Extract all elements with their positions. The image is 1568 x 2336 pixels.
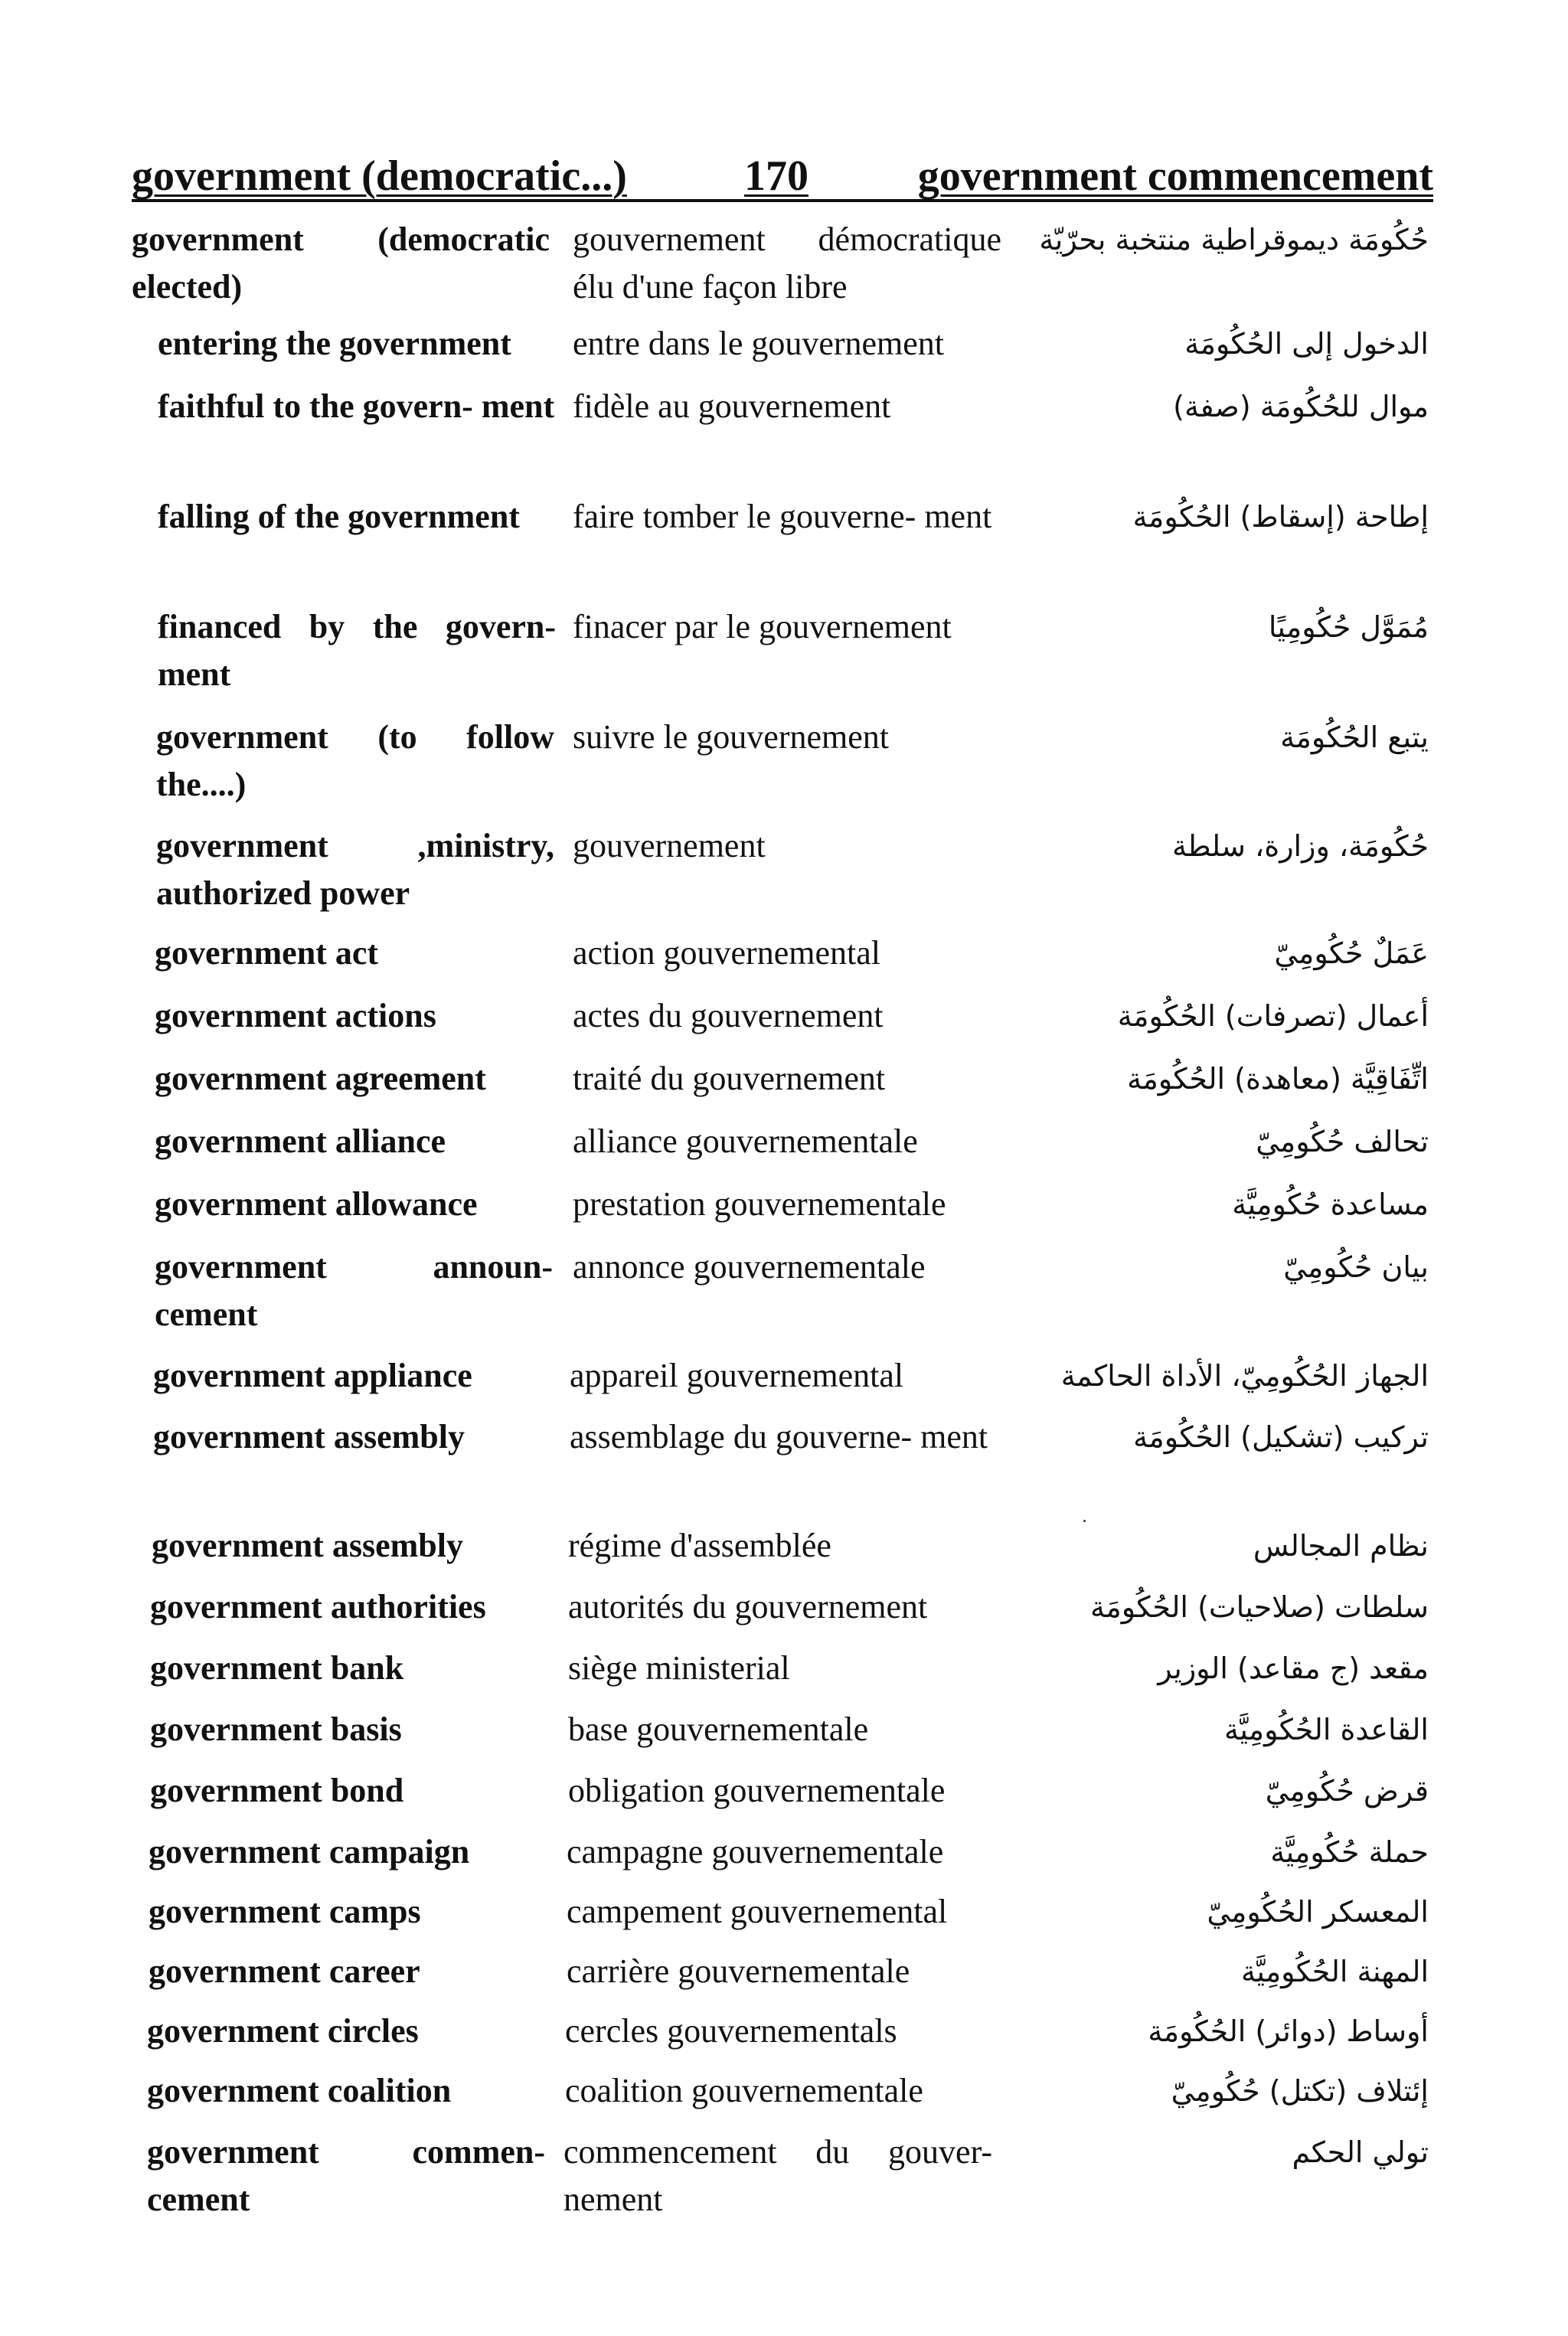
entry-english: financed by the govern- ment	[158, 608, 556, 693]
entry-french: appareil gouvernemental	[570, 1357, 904, 1394]
entry-english: government (to follow the....)	[156, 718, 554, 803]
header-right-guide-word: government commencement	[917, 152, 1433, 200]
entry-english: government basis	[150, 1710, 402, 1748]
entry-english: faithful to the govern- ment	[158, 387, 555, 425]
entry-english: government career	[149, 1952, 420, 1990]
entry-french: prestation gouvernementale	[573, 1185, 946, 1223]
entry-arabic: موال للحُكُومَة (صفة)	[1173, 390, 1429, 423]
entry-french: siège ministerial	[568, 1649, 790, 1687]
entry-arabic: تحالف حُكُومِيّ	[1256, 1125, 1429, 1158]
entry-french: campagne gouvernementale	[567, 1833, 944, 1870]
entry-english: government camps	[149, 1893, 421, 1930]
entry-french: carrière gouvernementale	[567, 1952, 910, 1990]
entry-arabic: مقعد (ج مقاعد) الوزير	[1158, 1652, 1429, 1685]
scan-speck	[1083, 1520, 1086, 1522]
entry-french: cercles gouvernementals	[565, 2012, 897, 2050]
entry-english: government coalition	[147, 2072, 452, 2109]
entry-french: action gouvernemental	[573, 934, 880, 972]
entry-french: gouvernement démocratique élu d'une façon libre	[573, 221, 1001, 305]
entry-arabic: أوساط (دوائر) الحُكُومَة	[1148, 2014, 1429, 2048]
entry-english: government bank	[150, 1649, 404, 1687]
entry-french: gouvernement	[573, 827, 766, 864]
entry-arabic: مُمَوَّل حُكُومِيًا	[1268, 610, 1429, 644]
page-number: 170	[744, 152, 808, 200]
entry-french: traité du gouvernement	[573, 1060, 886, 1097]
entry-english: government act	[155, 934, 379, 972]
entry-english: government bond	[150, 1772, 404, 1809]
entry-french: annonce gouvernementale	[573, 1248, 926, 1286]
entry-french: actes du gouvernement	[573, 997, 884, 1034]
entry-arabic: اتِّفَاقِيَّة (معاهدة) الحُكُومَة	[1127, 1062, 1429, 1096]
entry-french: entre dans le gouvernement	[573, 325, 945, 362]
entry-french: commencement du gouver- nement	[564, 2133, 992, 2218]
entry-arabic: سلطات (صلاحيات) الحُكُومَة	[1089, 1590, 1429, 1624]
entry-english: government (democratic elected)	[132, 221, 550, 305]
entry-french: fidèle au gouvernement	[573, 387, 891, 425]
entry-english: government appliance	[153, 1357, 472, 1394]
entry-english: government assembly	[153, 1418, 465, 1456]
entry-arabic: إئتلاف (تكتل) حُكُومِيّ	[1171, 2074, 1429, 2108]
entry-english: government campaign	[149, 1833, 470, 1870]
entry-french: autorités du gouvernement	[568, 1588, 928, 1625]
entry-french: obligation gouvernementale	[568, 1772, 946, 1809]
entry-english: government agreement	[155, 1060, 486, 1097]
entry-french: suivre le gouvernement	[573, 718, 889, 756]
entry-english: government allowance	[155, 1185, 478, 1223]
entry-french: régime d'assemblée	[568, 1527, 831, 1564]
entry-english: falling of the government	[158, 498, 520, 535]
entry-french: finacer par le gouvernement	[573, 608, 952, 645]
entry-english: government alliance	[155, 1122, 446, 1160]
entry-english: entering the government	[158, 325, 511, 362]
entry-french: faire tomber le gouverne- ment	[573, 498, 992, 535]
entry-arabic: إطاحة (إسقاط) الحُكُومَة	[1132, 500, 1429, 534]
entry-arabic: حملة حُكُومِيَّة	[1270, 1835, 1429, 1869]
entry-french: alliance gouvernementale	[573, 1122, 918, 1160]
entry-english: government announ- cement	[155, 1248, 553, 1333]
entry-french: assemblage du gouverne- ment	[570, 1418, 988, 1456]
entry-arabic: الدخول إلى الحُكُومَة	[1184, 327, 1429, 361]
entry-arabic: المعسكر الحُكُومِيّ	[1207, 1895, 1429, 1929]
entry-french: coalition gouvernementale	[565, 2072, 923, 2109]
entry-arabic: أعمال (تصرفات) الحُكُومَة	[1117, 999, 1429, 1033]
entry-arabic: بيان حُكُومِيّ	[1283, 1250, 1429, 1284]
entry-english: government commen- cement	[147, 2133, 545, 2218]
entry-english: government ,ministry, authorized power	[156, 827, 554, 912]
entry-english: government circles	[147, 2012, 419, 2050]
entry-arabic: قرض حُكُومِيّ	[1265, 1774, 1429, 1808]
entry-english: government authorities	[150, 1588, 486, 1625]
entry-arabic: حُكُومَة ديموقراطية منتخبة بحرّيّة	[1039, 223, 1429, 256]
entry-arabic: القاعدة الحُكُومِيَّة	[1223, 1713, 1429, 1746]
header-left-guide-word: government (democratic...)	[132, 152, 627, 200]
entry-french: base gouvernementale	[568, 1710, 869, 1748]
entry-arabic: تركيب (تشكيل) الحُكُومَة	[1133, 1420, 1429, 1454]
entry-arabic: الجهاز الحُكُومِيّ، الأداة الحاكمة	[1060, 1359, 1429, 1393]
entry-french: campement gouvernemental	[567, 1893, 948, 1930]
entry-english: government actions	[155, 997, 436, 1034]
entry-english: government assembly	[152, 1527, 463, 1564]
entry-arabic: حُكُومَة، وزارة، سلطة	[1171, 829, 1429, 863]
entry-arabic: المهنة الحُكُومِيَّة	[1240, 1955, 1429, 1988]
entry-arabic: مساعدة حُكُومِيَّة	[1232, 1188, 1429, 1221]
entry-arabic: تولي الحكم	[1292, 2135, 1429, 2169]
entry-arabic: عَمَلٌ حُكُومِيّ	[1274, 936, 1429, 970]
entry-arabic: نظام المجالس	[1253, 1529, 1429, 1563]
entry-arabic: يتبع الحُكُومَة	[1280, 720, 1429, 754]
